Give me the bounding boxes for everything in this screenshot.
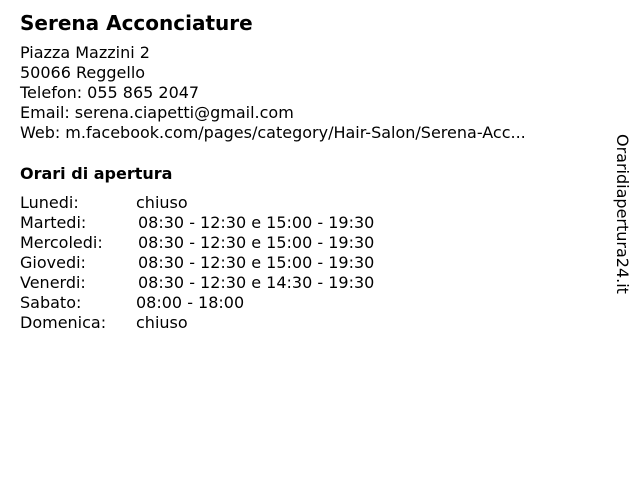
day-label: Domenica: [20, 313, 107, 332]
day-hours: 08:30 - 12:30 e 15:00 - 19:30 [138, 213, 375, 232]
day-hours: 08:30 - 12:30 e 15:00 - 19:30 [138, 253, 375, 272]
city-line: 50066 Reggello [20, 63, 146, 82]
brand-watermark [612, 134, 636, 310]
email-line [20, 103, 526, 123]
day-label: Lunedi: [20, 193, 79, 212]
phone-number[interactable]: 055 865 2047 [87, 83, 200, 102]
hours-row-monday [20, 193, 374, 213]
day-hours: 08:30 - 12:30 e 14:30 - 19:30 [138, 273, 375, 292]
hours-row-sunday [20, 313, 374, 333]
day-label: Mercoledi: [20, 233, 103, 252]
hours-row-friday [20, 273, 374, 293]
day-hours: 08:00 - 18:00 [136, 293, 245, 312]
phone-line [20, 83, 526, 103]
day-label: Giovedi: [20, 253, 86, 272]
hours-row-wednesday [20, 233, 374, 253]
day-label: Venerdi: [20, 273, 86, 292]
phone-label: Telefon: [20, 83, 83, 102]
day-hours: 08:30 - 12:30 e 15:00 - 19:30 [138, 233, 375, 252]
web-label: Web: [20, 123, 61, 142]
day-label: Martedi: [20, 213, 87, 232]
hours-row-tuesday [20, 213, 374, 233]
opening-hours-table [20, 193, 374, 333]
day-hours: chiuso [136, 313, 188, 332]
day-label: Sabato: [20, 293, 82, 312]
day-hours: chiuso [136, 193, 188, 212]
web-line [20, 123, 526, 143]
web-link[interactable]: m.facebook.com/pages/category/Hair-Salon/Serena-Acc... [65, 123, 526, 142]
contact-info [20, 43, 526, 143]
hours-row-saturday [20, 293, 374, 313]
brand-site-name: Oraridiapertura24.it [613, 134, 632, 294]
email-label: Email: [20, 103, 70, 122]
hours-row-thursday [20, 253, 374, 273]
business-name: Serena Acconciature [20, 11, 253, 35]
email-link[interactable]: serena.ciapetti@gmail.com [74, 103, 294, 122]
address-line: Piazza Mazzini 2 [20, 43, 150, 62]
opening-hours-title: Orari di apertura [20, 164, 173, 183]
